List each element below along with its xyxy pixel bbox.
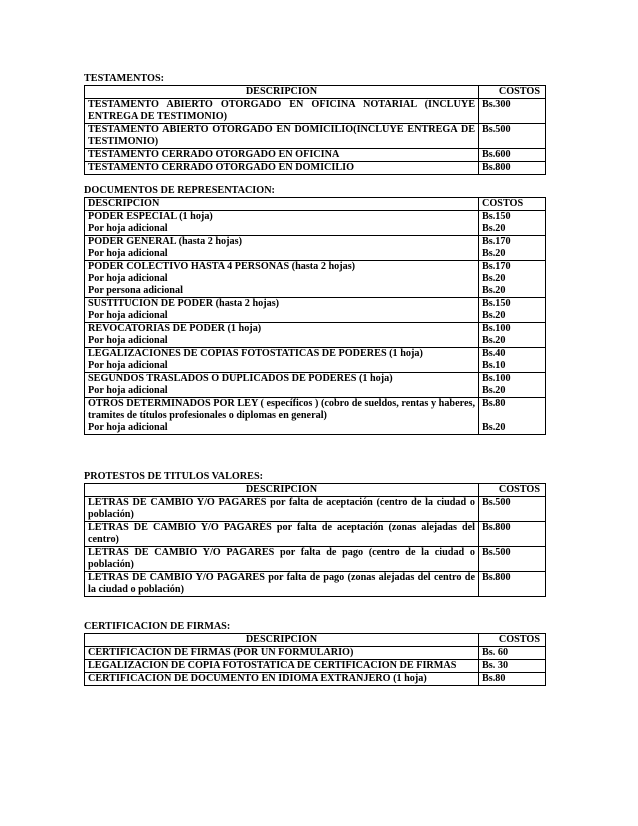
cost-sub: Bs.10 <box>482 360 506 371</box>
cost-sub: Bs.20 <box>482 285 506 296</box>
line-sub: Por hoja adicional <box>88 248 168 259</box>
section-title: PROTESTOS DE TITULOS VALORES: <box>84 471 264 482</box>
table-row <box>85 162 546 175</box>
line-main: SUSTITUCION DE PODER (hasta 2 hojas) <box>88 298 280 309</box>
table-row <box>85 547 546 572</box>
line-main: PODER GENERAL (hasta 2 hojas) <box>88 236 242 247</box>
row-cost: Bs.500 <box>479 547 546 572</box>
header-costs: COSTOS <box>479 484 546 497</box>
row-description: CERTIFICACION DE FIRMAS (POR UN FORMULARIO) <box>85 647 479 660</box>
price-table <box>84 85 546 175</box>
row-description: TESTAMENTO ABIERTO OTORGADO EN OFICINA NOTARIAL (INCLUYE ENTREGA DE TESTIMONIO) <box>85 99 479 124</box>
price-table <box>84 197 546 435</box>
row-description: LETRAS DE CAMBIO Y/O PAGARES por falta de pago (centro de la ciudad o población) <box>85 547 479 572</box>
row-cost: Bs. 30 <box>479 660 546 673</box>
row-description: LEGALIZACION DE COPIA FOTOSTATICA DE CERTIFICACION DE FIRMAS <box>85 660 479 673</box>
row-cost <box>479 236 546 261</box>
cost-main: Bs.100 <box>482 373 511 384</box>
table-row <box>85 647 546 660</box>
row-cost <box>479 211 546 236</box>
line-sub: Por hoja adicional <box>88 273 168 284</box>
row-description <box>85 211 479 236</box>
section-title: TESTAMENTOS: <box>84 73 165 84</box>
header-description: DESCRIPCION <box>85 198 479 211</box>
row-description: TESTAMENTO CERRADO OTORGADO EN OFICINA <box>85 149 479 162</box>
line-paragraph: OTROS DETERMINADOS POR LEY ( específicos ) (cobro de sueldos, rentas y haberes, tramites de títulos profesionales o diplomas en general) <box>88 398 475 421</box>
row-cost <box>479 261 546 298</box>
line-main: PODER COLECTIVO HASTA 4 PERSONAS (hasta 2 hojas) <box>88 261 356 272</box>
row-cost: Bs.800 <box>479 162 546 175</box>
section-certificacion-firmas <box>84 620 545 686</box>
row-cost: Bs.600 <box>479 149 546 162</box>
line-sub: Por hoja adicional <box>88 360 168 371</box>
row-description <box>85 261 479 298</box>
row-cost: Bs.800 <box>479 572 546 597</box>
table-row <box>85 99 546 124</box>
table-header-row <box>85 484 546 497</box>
row-cost: Bs.500 <box>479 124 546 149</box>
header-costs: COSTOS <box>479 634 546 647</box>
cost-sub: Bs.20 <box>482 422 506 433</box>
row-description: CERTIFICACION DE DOCUMENTO EN IDIOMA EXTRANJERO (1 hoja) <box>85 673 479 686</box>
row-cost: Bs.80 <box>479 673 546 686</box>
table-row <box>85 124 546 149</box>
row-description: TESTAMENTO ABIERTO OTORGADO EN DOMICILIO(INCLUYE ENTREGA DE TESTIMONIO) <box>85 124 479 149</box>
row-description <box>85 298 479 323</box>
row-cost <box>479 323 546 348</box>
table-row <box>85 261 546 298</box>
table-row <box>85 522 546 547</box>
line-main: LEGALIZACIONES DE COPIAS FOTOSTATICAS DE PODERES (1 hoja) <box>88 348 423 359</box>
table-row <box>85 211 546 236</box>
cost-main: Bs.150 <box>482 211 511 222</box>
header-costs: COSTOS <box>479 86 546 99</box>
table-row <box>85 149 546 162</box>
table-row <box>85 398 546 435</box>
cost-sub: Bs.20 <box>482 248 506 259</box>
line-sub: Por hoja adicional <box>88 385 168 396</box>
line-sub: Por persona adicional <box>88 285 183 296</box>
header-description: DESCRIPCION <box>85 86 479 99</box>
row-description <box>85 398 479 435</box>
cost-sub: Bs.20 <box>482 310 506 321</box>
row-cost <box>479 298 546 323</box>
row-description <box>85 236 479 261</box>
section-testamentos <box>84 72 545 175</box>
row-description <box>85 373 479 398</box>
header-description: DESCRIPCION <box>85 484 479 497</box>
table-row <box>85 348 546 373</box>
table-row <box>85 236 546 261</box>
table-row <box>85 298 546 323</box>
row-cost <box>479 398 546 435</box>
section-title: CERTIFICACION DE FIRMAS: <box>84 621 231 632</box>
table-row <box>85 572 546 597</box>
row-cost: Bs.500 <box>479 497 546 522</box>
section-documentos-representacion <box>84 184 545 435</box>
cost-main: Bs.100 <box>482 323 511 334</box>
row-description: LETRAS DE CAMBIO Y/O PAGARÉS por falta de aceptación (centro de la ciudad o población) <box>85 497 479 522</box>
cost-sub: Bs.20 <box>482 385 506 396</box>
line-main: SEGUNDOS TRASLADOS O DUPLICADOS DE PODERES (1 hoja) <box>88 373 393 384</box>
table-row <box>85 373 546 398</box>
line-sub: Por hoja adicional <box>88 422 168 433</box>
table-row <box>85 660 546 673</box>
line-sub: Por hoja adicional <box>88 223 168 234</box>
cost-main: Bs.150 <box>482 298 511 309</box>
cost-main: Bs.40 <box>482 348 506 359</box>
table-header-row <box>85 86 546 99</box>
row-cost <box>479 348 546 373</box>
line-sub: Por hoja adicional <box>88 310 168 321</box>
cost-sub: Bs.20 <box>482 223 506 234</box>
table-row <box>85 323 546 348</box>
row-description: TESTAMENTO CERRADO OTORGADO EN DOMICILIO <box>85 162 479 175</box>
row-description <box>85 348 479 373</box>
cost-sub: Bs.20 <box>482 335 506 346</box>
price-table <box>84 633 546 686</box>
cost-main: Bs.170 <box>482 236 511 247</box>
table-header-row <box>85 198 546 211</box>
row-description <box>85 323 479 348</box>
header-description: DESCRIPCION <box>85 634 479 647</box>
line-sub: Por hoja adicional <box>88 335 168 346</box>
cost-main: Bs.170 <box>482 261 511 272</box>
price-table <box>84 483 546 597</box>
section-protestos <box>84 470 545 597</box>
line-main: REVOCATORIAS DE PODER (1 hoja) <box>88 323 262 334</box>
row-description: LETRAS DE CAMBIO Y/O PAGARES por falta de pago (zonas alejadas del centro de la ciudad o población) <box>85 572 479 597</box>
row-cost: Bs. 60 <box>479 647 546 660</box>
row-cost: Bs.800 <box>479 522 546 547</box>
row-cost: Bs.300 <box>479 99 546 124</box>
row-cost <box>479 373 546 398</box>
table-header-row <box>85 634 546 647</box>
row-description: LETRAS DE CAMBIO Y/O PAGARÉS por falta de aceptación (zonas alejadas del centro) <box>85 522 479 547</box>
table-row <box>85 497 546 522</box>
line-main: PODER ESPECIAL (1 hoja) <box>88 211 213 222</box>
cost-spacer <box>482 410 542 422</box>
cost-sub: Bs.20 <box>482 273 506 284</box>
cost-main: Bs.80 <box>482 398 506 409</box>
header-costs: COSTOS <box>479 198 546 211</box>
table-row <box>85 673 546 686</box>
section-title: DOCUMENTOS DE REPRESENTACION: <box>84 185 275 196</box>
